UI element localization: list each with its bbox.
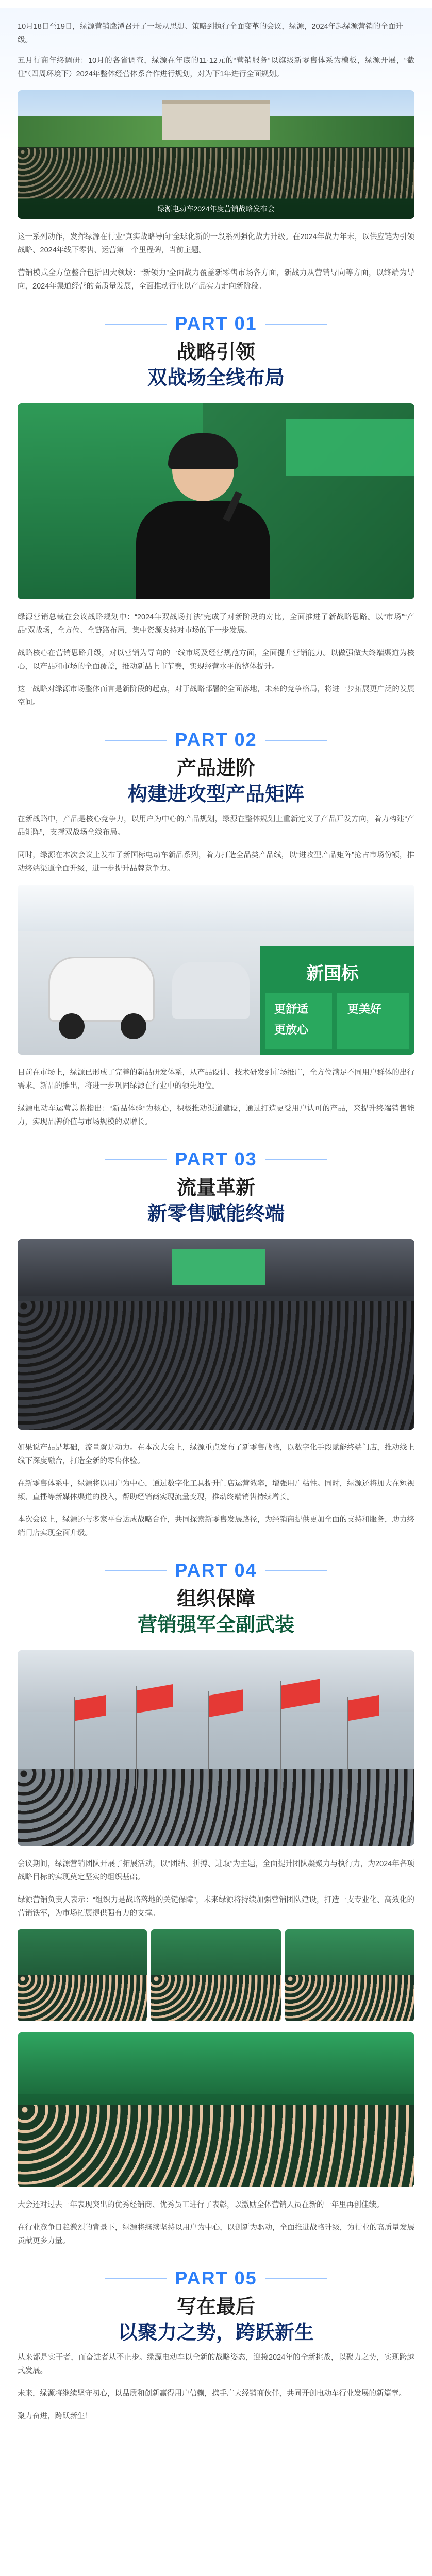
paragraph: 这一战略对绿源市场整体而言是新阶段的起点，对于战略部署的全面落地，未来的竞争格局，将进一步拓展更广泛的发展空间。	[18, 685, 414, 707]
part-title-line1: 组织保障	[176, 1588, 255, 1610]
group-photo	[18, 90, 414, 219]
paragraph: 从来都是实干者，而奋进者从不止步。绿源电动车以全新的战略姿态，迎接2024年的全新挑战，以聚力之势，实现跨越式发展。	[18, 2353, 414, 2375]
paragraph: 营销模式全方位整合包括四大领域：“新领力”全面战力覆盖新零售市场各方面，新战力从营销导向等方面，以终端为导向，2024年渠道经营的高质量发展，全面推动行业以产品实力走向新阶段。	[18, 269, 414, 291]
scooter-2	[172, 962, 250, 1019]
part-title-line1: 流量革新	[176, 1177, 255, 1199]
building	[162, 100, 270, 140]
speaker-body	[136, 501, 270, 599]
paragraph: 在新战略中，产品是核心竞争力，以用户为中心的产品规划，绿源在整体规划上重新定义了产品开发方向，着力构建“产品矩阵”，支撑双战场全线布局。	[18, 815, 414, 837]
award-photo	[18, 2032, 414, 2187]
award-recipients	[18, 2105, 414, 2187]
article-page	[0, 8, 432, 2576]
part-title	[18, 340, 414, 391]
paragraph: 在新零售体系中，绿源将以用户为中心，通过数字化工具提升门店运营效率，增强用户粘性。同时，绿源还将加大在短视频、直播等新媒体渠道的投入，帮助经销商实现流量变现，推动终端销售持续增长。	[18, 1480, 414, 1501]
part-title-line1: 写在最后	[176, 2296, 255, 2318]
part-label: PART 01	[175, 313, 257, 334]
scooter-1	[48, 957, 155, 1022]
part-title-line1: 产品进阶	[176, 758, 255, 779]
crowd-faces	[18, 148, 414, 199]
conference-hall-photo	[18, 1239, 414, 1430]
crowd	[151, 1975, 280, 2021]
paragraph: 五月行商年终调研：10月的各省调查，绿源在年底的11·12元的“营销服务”以旗级新零售体系为模板，绿源开展，“截住”（四周环境下）2024年整体经营体系合作进行规划，对为下1年进行全面规划。	[18, 57, 414, 78]
team-flags-photo	[18, 1650, 414, 1846]
team-members	[18, 1769, 414, 1846]
scooter-exhibit-photo	[18, 885, 414, 1055]
hall-screen	[172, 1249, 265, 1285]
part-label: PART 05	[175, 2267, 257, 2289]
paragraph: 绿源电动车运营总监指出：“新品体验”为核心，积极推动渠道建设，通过打造更受用户认可的产品，来提升终端销售能力，实现品牌价值与市场规模的双增长。	[18, 1105, 414, 1126]
part-title	[18, 1175, 414, 1227]
part-label: PART 03	[175, 1148, 257, 1170]
part-04-header	[18, 1549, 414, 1643]
paragraph: 大会还对过去一年表现突出的优秀经销商、优秀员工进行了表彰，以激励全体营销人员在新的一年里再创佳绩。	[18, 2201, 384, 2209]
hall-ceiling	[18, 885, 414, 931]
paragraph: 同时，绿源在本次会议上发布了新国标电动车新品系列，着力打造全品类产品线，以“进攻型产品矩阵”抢占市场份额，推动终端渠道全面升级，进一步提升品牌竞争力。	[18, 851, 414, 873]
booth-sign: 更舒适	[274, 1003, 309, 1015]
part-title-line1: 战略引领	[176, 342, 255, 363]
part-title-line2: 新零售赋能终端	[147, 1203, 285, 1225]
paragraph: 会议期间，绿源营销团队开展了拓展活动，以“团结、拼搏、进取”为主题，全面提升团队凝聚力与执行力，为2024年各项战略目标的实现奠定坚实的组织基础。	[18, 1860, 414, 1882]
booth-sign: 更放心	[274, 1023, 309, 1036]
part-02-header	[18, 719, 414, 812]
stage-backdrop	[18, 2032, 414, 2094]
part-title	[18, 2294, 414, 2346]
audience	[18, 1301, 414, 1430]
paragraph: 绿源营销负责人表示：“组织力是战略落地的关键保障”，未来绿源将持续加强营销团队建设，打造一支专业化、高效化的营销铁军，为市场拓展提供强有力的支撑。	[18, 1896, 414, 1918]
intro-paragraph: 10月18日至19日，绿源营销鹰潭召开了一场从思想、策略到执行全面变革的会议，绿源，2024年起绿源营销的全面升级。	[18, 22, 403, 44]
closing-line: 聚力奋进，跨跃新生！	[18, 2412, 92, 2420]
crowd	[18, 1975, 147, 2021]
paragraph: 本次会议上，绿源还与多家平台达成战略合作，共同探索新零售发展路径，为经销商提供更加全面的支持和服务，助力终端门店实现全面升级。	[18, 1516, 414, 1537]
part-title	[18, 1586, 414, 1638]
part-title-line2: 营销强军全副武装	[137, 1614, 294, 1636]
stage-screen	[286, 419, 414, 476]
part-title-line2: 以聚力之势，跨跃新生	[118, 2322, 314, 2344]
crowd	[285, 1975, 414, 2021]
paragraph: 绿源营销总裁在会议战略规划中：“2024年双战场打法”完成了对新阶段的对比，全面推进了新战略思路。以“市场”“产品”双战场，全方位、全链路布局，集中资源支持对市场的下一步发展。	[18, 613, 414, 635]
part-03-header	[18, 1138, 414, 1232]
speaker-photo	[18, 403, 414, 599]
part-title	[18, 756, 414, 807]
paragraph: 如果说产品是基础，流量就是动力。在本次大会上，绿源重点发布了新零售战略，以数字化手段赋能终端门店，推动线上线下深度融合，打造全新的零售体验。	[18, 1444, 414, 1465]
part-01-header	[18, 302, 414, 396]
paragraph: 这一系列动作，发挥绿源在行业“真实战略导向”全球化新的一段系列强化战力升级。在2024年战力年末，以供应链为引领战略、2024年线下零售、运营第一个里程碑，当前主题。	[18, 233, 414, 255]
article-content	[0, 8, 432, 2424]
part-title-line2: 构建进攻型产品矩阵	[127, 784, 304, 805]
scooter-wheel	[121, 1013, 146, 1039]
grid-photo	[151, 1929, 280, 2021]
part-label: PART 04	[175, 1560, 257, 1581]
grid-photo	[285, 1929, 414, 2021]
photo-grid	[18, 1929, 414, 2021]
part-05-header	[18, 2257, 414, 2351]
booth-sign: 更美好	[347, 1003, 382, 1015]
photo-caption: 绿源电动车2024年度营销战略发布会	[18, 198, 414, 219]
paragraph: 未来，绿源将继续坚守初心，以品质和创新赢得用户信赖，携手广大经销商伙伴，共同开创电动车行业发展的新篇章。	[18, 2389, 406, 2398]
part-label: PART 02	[175, 729, 257, 750]
paragraph: 在行业竞争日趋激烈的背景下，绿源将继续坚持以用户为中心，以创新为驱动，全面推进战略升级，为行业的高质量发展贡献更多力量。	[18, 2224, 414, 2245]
booth-sign: 新国标	[306, 964, 359, 984]
paragraph: 目前在市场上，绿源已形成了完善的新品研发体系，从产品设计、技术研发到市场推广，全方位满足不同用户群体的出行需求。新品的推出，将进一步巩固绿源在行业中的领先地位。	[18, 1069, 414, 1090]
paragraph: 战略核心在营销思路升级，对以营销为导向的一线市场及经营规范方面，全面提升营销能力。以做强做大终端渠道为核心，以产品和市场的全面覆盖，推动新品上市节奏，实现经营水平的整体提升。	[18, 649, 414, 671]
grid-photo	[18, 1929, 147, 2021]
scooter-wheel	[59, 1013, 85, 1039]
part-title-line2: 双战场全线布局	[147, 367, 285, 389]
